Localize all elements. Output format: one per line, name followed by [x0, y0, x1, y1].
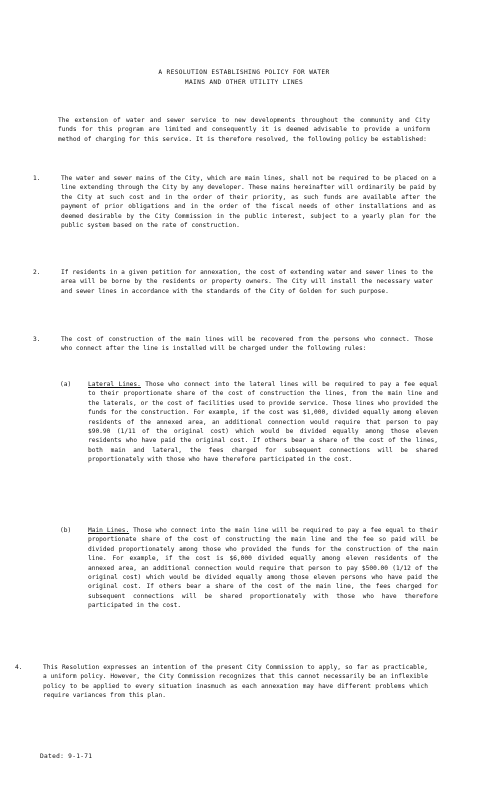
item-text: The water and sewer mains of the City, which are main lines, shall not be required to be placed on a line extending through the City by any developer. These mains hereinafter will ordinarily be paid by the City at such cost and in the order of their priority, as such funds are available after the payment of prior obligations and in the order of the fiscal needs of other installations and as deemed desirable by the City Commission in the public interest, subject to a yearly plan for the public system based on the rate of construction.	[61, 175, 436, 230]
document-subtitle: MAINS AND OTHER UTILITY LINES	[184, 79, 304, 86]
intro-paragraph: The extension of water and sewer service to new developments throughout the community and City funds for this program are limited and consequently it is deemed advisable to provide a uniform method of charging for this service. It is therefore resolved, the following policy be established:	[58, 117, 434, 143]
subitem-text: Those who connect into the main line will be required to pay a fee equal to their proportionate share of the cost of constructing the main line and the fee so paid will be divided proportionately among those who provided the funds for the construction of the main line. For example, if the cost is $6,000 divided equally among eleven residents of the annexed area, an additional connection would require that person to pay $500.00 (1/12 of the original cost) which would be divided equally among those eleven persons who have paid the original cost. If others bear a share of the cost of the main line, the fees charged for subsequent connections will be shared proportionately with those who have therefore participated in the cost.	[88, 527, 439, 610]
subitem-body	[88, 526, 438, 611]
subitem-body	[88, 380, 438, 465]
subitem-text: Those who connect into the lateral lines will be required to pay a fee equal to their proportionate share of the cost of construction the lines, from the main line and the laterals, or the cost of facilities used to provide service. Those lines who provided the funds for the construction. For example, if the cost was $1,000, divided equally among eleven residents of the annexed area, an additional connection would require that person to pay $90.90 (1/11 of the original cost) which would be divided equally among those eleven residents who have paid the original cost. If others bear a share of the cost of the lines, both main and lateral, the fees charged for subsequent connections will be shared proportionately with those who have therefore participated in the cost.	[88, 381, 438, 464]
subitem-letter: (b)	[60, 527, 72, 534]
subitem-term: Lateral Lines.	[88, 381, 141, 388]
document-title: A RESOLUTION ESTABLISHING POLICY FOR WATER	[158, 69, 330, 76]
subitem-letter: (a)	[60, 381, 72, 388]
item-number: 2.	[33, 269, 41, 276]
item-text: If residents in a given petition for annexation, the cost of extending water and sewer lines to the area will be borne by the residents or property owners. The City will install the necessary water and sewer lines in accordance with the standards of the City of Golden for such purpose.	[61, 269, 433, 295]
item-text: This Resolution expresses an intention of the present City Commission to apply, so far as practicable, a uniform policy. However, the City Commission recognizes that this cannot necessarily be an inflexible policy to be applied to every situation inasmuch as each annexation may have different problems which require variances from this plan.	[43, 664, 428, 700]
item-text: The cost of construction of the main lines will be recovered from the persons who connect. Those who connect after the line is installed will be charged under the following rules:	[61, 336, 433, 353]
item-number: 3.	[33, 336, 41, 343]
item-number: 1.	[33, 175, 41, 182]
item-number: 4.	[15, 664, 23, 671]
subitem-term: Main Lines.	[88, 527, 130, 534]
dated-line: Dated: 9-1-71	[40, 753, 93, 760]
